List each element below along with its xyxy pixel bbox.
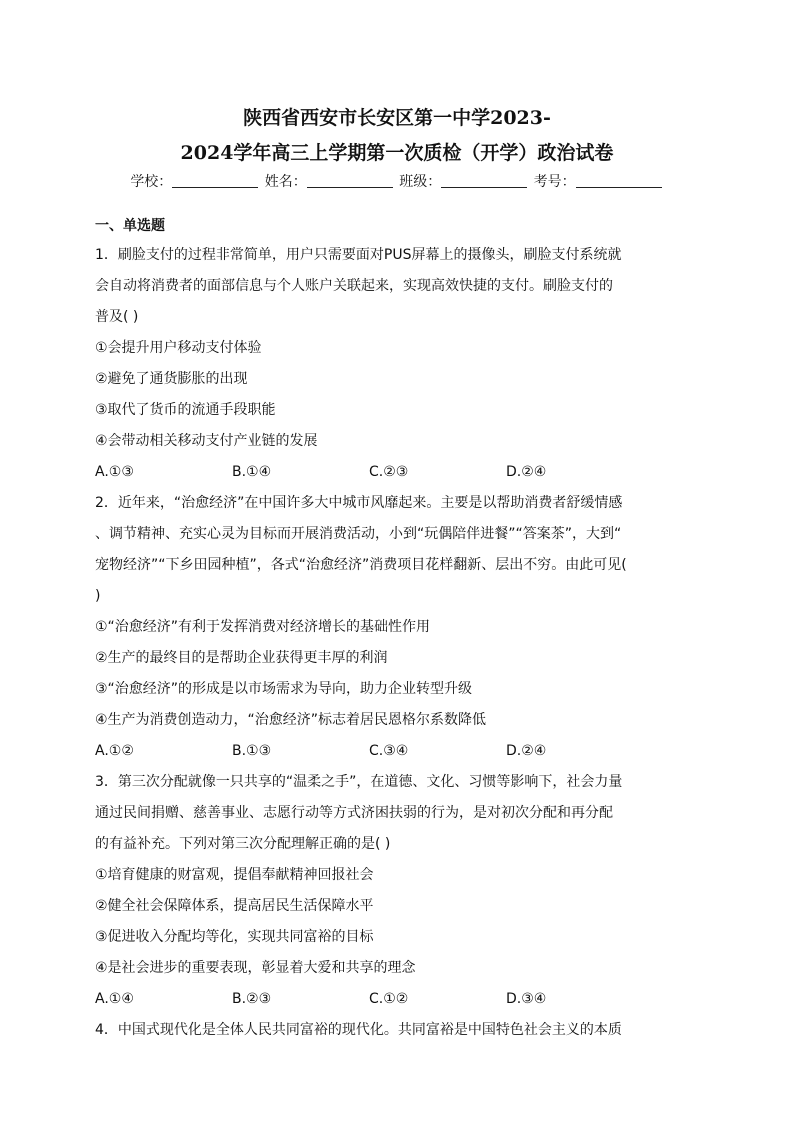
- statement-item: ③“治愈经济”的形成是以市场需求为导向，助力企业转型升级: [95, 681, 473, 697]
- name-label: 姓名：: [264, 174, 307, 190]
- answer-option-a[interactable]: A.①④: [95, 991, 134, 1007]
- question-stem-line: 的有益补充。下列对第三次分配理解正确的是( ): [95, 836, 391, 852]
- question-3: [95, 767, 695, 1015]
- question-stem-line: 通过民间捐赠、慈善事业、志愿行动等方式济困扶弱的行为，是对初次分配和再分配: [95, 805, 613, 821]
- answer-option-a[interactable]: A.①②: [95, 743, 134, 759]
- class-label: 班级：: [399, 174, 442, 190]
- question-stem-line: 宠物经济”“下乡田园种植”，各式“治愈经济”消费项目花样翻新、层出不穷。由此可见(: [95, 557, 627, 573]
- question-list: [95, 240, 695, 1046]
- exam-number-label: 考号：: [533, 174, 576, 190]
- answer-option-c[interactable]: C.③④: [369, 743, 409, 759]
- question-stem-line: 会自动将消费者的面部信息与个人账户关联起来，实现高效快捷的支付。刷脸支付的: [95, 278, 613, 294]
- exam-title-line-1: 陕西省西安市长安区第一中学2023-: [243, 107, 551, 129]
- statement-item: ①“治愈经济”有利于发挥消费对经济增长的基础性作用: [95, 619, 431, 635]
- question-stem-line: ): [95, 588, 101, 604]
- answer-option-c[interactable]: C.②③: [369, 464, 409, 480]
- student-info-row: [0, 171, 794, 191]
- answer-option-b[interactable]: B.①③: [232, 743, 272, 759]
- question-2: [95, 488, 695, 767]
- question-stem-line: 4．中国式现代化是全体人民共同富裕的现代化。共同富裕是中国特色社会主义的本质: [95, 1022, 622, 1038]
- answer-option-b[interactable]: B.②③: [232, 991, 272, 1007]
- school-blank: [172, 173, 258, 188]
- answer-option-d[interactable]: D.③④: [506, 991, 547, 1007]
- question-stem-line: 1．刷脸支付的过程非常简单，用户只需要面对PUS屏幕上的摄像头，刷脸支付系统就: [95, 247, 622, 263]
- exam-number-blank: [576, 173, 662, 188]
- school-label: 学校：: [130, 174, 173, 190]
- statement-item: ①培育健康的财富观，提倡奉献精神回报社会: [95, 867, 374, 883]
- exam-title-line-2: 2024学年高三上学期第一次质检（开学）政治试卷: [180, 142, 614, 164]
- statement-item: ④会带动相关移动支付产业链的发展: [95, 433, 318, 449]
- answer-option-a[interactable]: A.①③: [95, 464, 134, 480]
- answer-option-c[interactable]: C.①②: [369, 991, 409, 1007]
- question-1: [95, 240, 695, 488]
- question-4: [95, 1015, 695, 1046]
- class-blank: [441, 173, 527, 188]
- statement-item: ①会提升用户移动支付体验: [95, 340, 262, 356]
- question-stem-line: 2．近年来，“治愈经济”在中国许多大中城市风靡起来。主要是以帮助消费者舒缓情感: [95, 495, 623, 511]
- answer-options: [95, 984, 695, 1015]
- statement-item: ②生产的最终目的是帮助企业获得更丰厚的利润: [95, 650, 388, 666]
- answer-option-d[interactable]: D.②④: [506, 743, 547, 759]
- question-stem-line: 普及( ): [95, 309, 139, 325]
- statement-item: ②避免了通货膨胀的出现: [95, 371, 248, 387]
- statement-item: ②健全社会保障体系，提高居民生活保障水平: [95, 898, 374, 914]
- statement-item: ③取代了货币的流通手段职能: [95, 402, 276, 418]
- answer-options: [95, 457, 695, 488]
- answer-options: [95, 736, 695, 767]
- answer-option-d[interactable]: D.②④: [506, 464, 547, 480]
- question-stem-line: 、调节精神、充实心灵为目标而开展消费活动，小到“玩偶陪伴进餐”“答案茶”，大到“: [95, 526, 622, 542]
- name-blank: [307, 173, 393, 188]
- statement-item: ④是社会进步的重要表现，彰显着大爱和共享的理念: [95, 960, 416, 976]
- statement-item: ③促进收入分配均等化，实现共同富裕的目标: [95, 929, 374, 945]
- statement-item: ④生产为消费创造动力，“治愈经济”标志着居民恩格尔系数降低: [95, 712, 487, 728]
- answer-option-b[interactable]: B.①④: [232, 464, 272, 480]
- section-heading: 一、单选题: [95, 218, 165, 234]
- question-stem-line: 3．第三次分配就像一只共享的“温柔之手”，在道德、文化、习惯等影响下，社会力量: [95, 774, 623, 790]
